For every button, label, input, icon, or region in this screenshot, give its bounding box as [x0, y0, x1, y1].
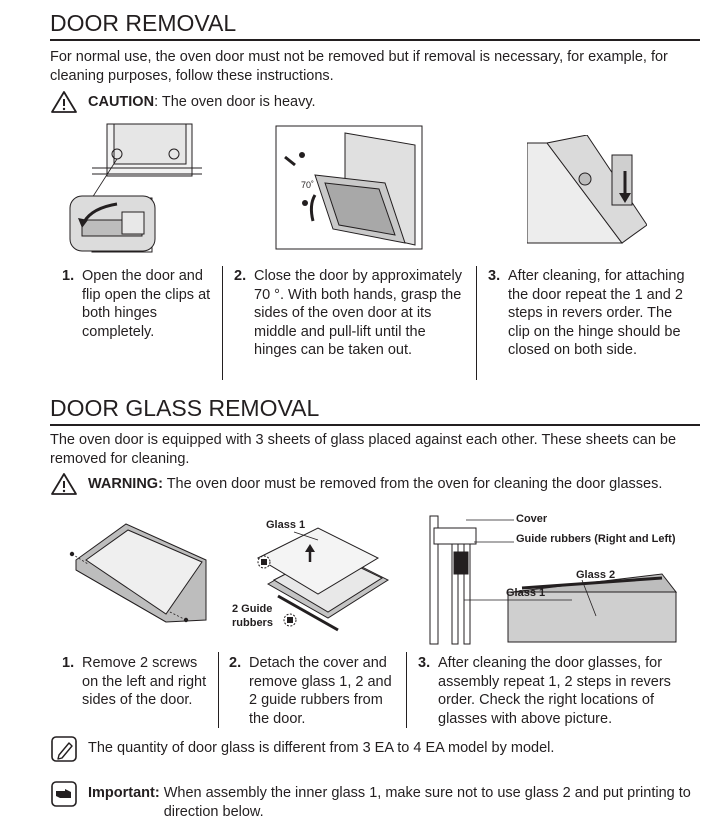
title-rule	[50, 424, 700, 426]
step-number: 3.	[418, 655, 431, 671]
note	[50, 739, 700, 763]
step-divider	[406, 652, 407, 728]
door-step-2	[234, 267, 468, 360]
door-angle-illustration	[275, 125, 423, 250]
important-text: When assembly the inner glass 1, make sure not to use glass 2 and put printing to direction below.	[163, 785, 691, 820]
note-pencil-icon	[50, 735, 78, 763]
step-number: 2.	[234, 268, 247, 284]
warning-alert	[50, 475, 700, 496]
step-text: Detach the cover and remove glass 1, 2 and 2 guide rubbers from the door.	[249, 655, 392, 727]
step-divider	[476, 266, 477, 380]
caution-text: : The oven door is heavy.	[154, 94, 316, 110]
guide-rubbers-callout-2: rubbers	[232, 617, 273, 629]
step-number: 1.	[62, 655, 75, 671]
important-note	[50, 784, 700, 822]
glass-step-2	[229, 654, 401, 728]
step-text: Open the door and flip open the clips at both hinges completely.	[82, 268, 211, 340]
step-text: After cleaning the door glasses, for assembly repeat 1, 2 steps in revers order. Check the right locations of glasses with above picture.	[438, 655, 671, 727]
hinge-clip-illustration	[62, 120, 212, 255]
caution-label: CAUTION	[88, 94, 155, 110]
guide-rubbers-callout-1: 2 Guide	[232, 603, 273, 615]
glass2-callout: Glass 2	[576, 569, 616, 581]
glass-removal-title: DOOR GLASS REMOVAL	[50, 395, 320, 421]
step-text: Close the door by approximately 70 °. With both hands, grasp the sides of the oven door at its middle and pull-lift until the hinges can be taken out.	[254, 268, 462, 358]
glass1b-callout: Glass 1	[506, 587, 546, 599]
step-number: 2.	[229, 655, 242, 671]
angle-label: 70˚	[301, 180, 315, 190]
step-text: After cleaning, for attaching the door repeat the 1 and 2 steps in revers order. The clip on the hinge should be closed on both side.	[508, 268, 685, 358]
title-rule	[50, 39, 700, 41]
cover-callout: Cover	[516, 513, 548, 525]
exploded-glass-illustration	[228, 514, 398, 634]
glass1-callout: Glass 1	[266, 519, 306, 531]
warning-label: WARNING:	[88, 476, 163, 492]
step-number: 3.	[488, 268, 501, 284]
glass-step-3	[418, 654, 693, 728]
warning-icon	[50, 472, 78, 496]
step-text: Remove 2 screws on the left and right sides of the door.	[82, 655, 207, 708]
clip-close-illustration	[527, 135, 647, 245]
door-removal-title: DOOR REMOVAL	[50, 10, 237, 36]
warning-text: The oven door must be removed from the oven for cleaning the door glasses.	[162, 476, 663, 492]
step-number: 1.	[62, 268, 75, 284]
door-step-3	[488, 267, 693, 360]
caution-alert	[50, 93, 700, 114]
door-step-1	[62, 267, 212, 341]
door-screws-illustration	[66, 520, 208, 626]
glass-removal-intro: The oven door is equipped with 3 sheets of glass placed against each other. These sheets can be removed for cleaning.	[50, 432, 677, 467]
glass-section-illustration	[422, 508, 680, 646]
important-label: Important:	[88, 785, 160, 801]
step-divider	[218, 652, 219, 728]
guide-rubbers-rl-callout: Guide rubbers (Right and Left)	[516, 533, 676, 545]
glass-step-1	[62, 654, 212, 710]
note-text: The quantity of door glass is different from 3 EA to 4 EA model by model.	[88, 740, 555, 756]
step-divider	[222, 266, 223, 380]
door-removal-intro: For normal use, the oven door must not be removed but if removal is necessary, for example, for cleaning purposes, follow these instructions.	[50, 49, 668, 84]
pointing-hand-icon	[50, 780, 78, 808]
caution-icon	[50, 90, 78, 114]
